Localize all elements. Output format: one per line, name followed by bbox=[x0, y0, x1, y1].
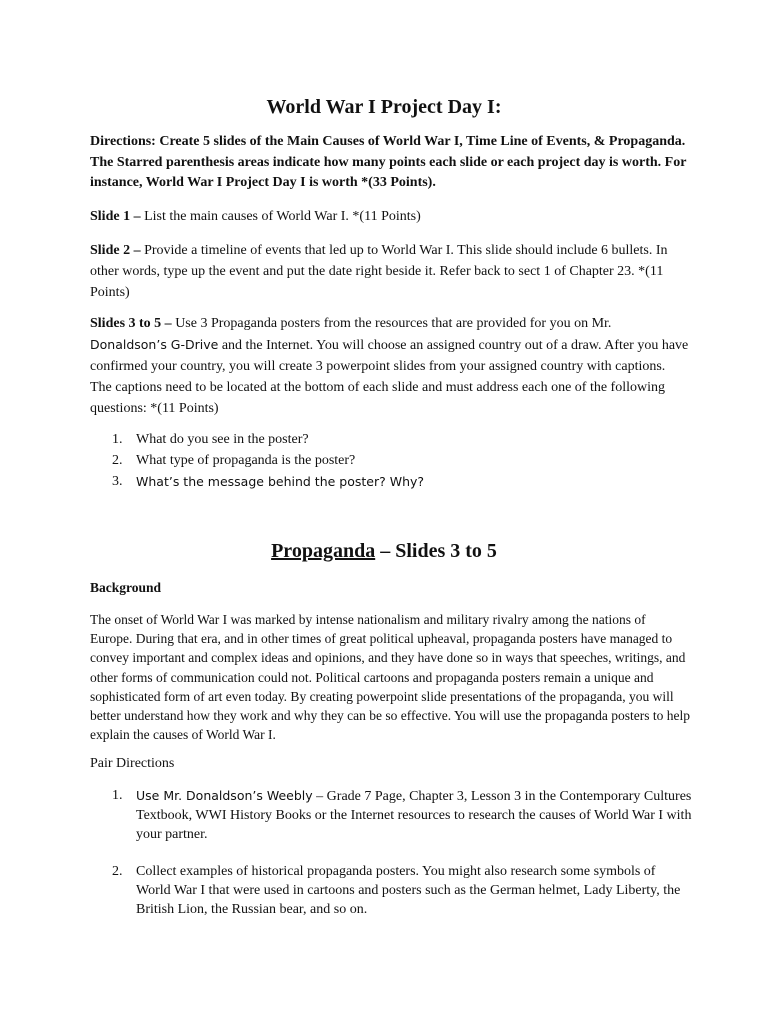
list-text: Collect examples of historical propaganda posters. You might also research some symbols of World War I that were used in cartoons and posters such as the German helmet, Lady Liberty, the British Lion, the Russian bear, and so on. bbox=[136, 864, 681, 918]
directions-paragraph: Directions: Create 5 slides of the Main Causes of World War I, Time Line of Events, & Propaganda. The Starred parenthesis areas indicate how many points each slide or each project day is worth. For instance, World War I Project Day I is worth *(33 Points). bbox=[90, 134, 687, 190]
section-title-underlined: Propaganda bbox=[271, 540, 376, 562]
slide2-paragraph bbox=[90, 240, 690, 303]
list-number: 2. bbox=[112, 453, 123, 468]
weebly-reference: Use Mr. Donaldson’s Weebly bbox=[136, 788, 313, 803]
questions-list bbox=[112, 429, 672, 492]
slides3to5-gdrive: Donaldson’s G-Drive bbox=[90, 337, 219, 352]
list-text: What do you see in the poster? bbox=[136, 432, 309, 447]
list-item bbox=[112, 862, 692, 920]
list-text: What’s the message behind the poster? Why? bbox=[136, 474, 425, 489]
section-title bbox=[0, 537, 768, 565]
page-title: World War I Project Day I: bbox=[266, 96, 502, 118]
list-item bbox=[112, 786, 692, 845]
background-heading: Background bbox=[90, 580, 162, 595]
slide1-paragraph bbox=[90, 207, 690, 228]
slide2-label: Slide 2 – bbox=[90, 243, 145, 258]
slides3to5-text-a: Use 3 Propaganda posters from the resources that are provided for you on Mr. bbox=[175, 316, 612, 331]
slide2-text: Provide a timeline of events that led up to World War I. This slide should include 6 bullets. In other words, type up the event and put the date right beside it. Refer back to sect 1 of Chapter 23. *(11 Points) bbox=[90, 243, 668, 300]
list-number: 3. bbox=[112, 474, 123, 489]
slides3to5-text-c: and the Internet. You will choose an assigned country out of a draw. After you have confirmed your country, you will create 3 powerpoint slides from your assigned country with captions. The captions need to be located at the bottom of each slide and must address each one of the following questions: *(11 Points) bbox=[90, 338, 689, 416]
list-number: 1. bbox=[112, 432, 123, 447]
slides3to5-paragraph bbox=[90, 313, 690, 419]
slides3to5-label: Slides 3 to 5 – bbox=[90, 316, 176, 331]
list-text-body: – Grade 7 Page, Chapter 3, Lesson 3 in the Contemporary Cultures Textbook, WWI History Books or the Internet resources to research the causes of World War I with your partner. bbox=[136, 789, 692, 843]
list-number: 2. bbox=[112, 864, 123, 879]
list-text bbox=[136, 786, 692, 845]
pair-directions-heading: Pair Directions bbox=[90, 756, 175, 771]
list-item bbox=[112, 471, 672, 492]
list-number: 1. bbox=[112, 788, 123, 803]
list-text: What type of propaganda is the poster? bbox=[136, 453, 356, 468]
background-paragraph: The onset of World War I was marked by intense nationalism and military rivalry among the nations of Europe. During that era, and in other times of great political upheaval, propaganda posters have managed to convey important and complex ideas and opinions, and they have done so in ways that speeches, writings, and other forms of communication could not. Political cartoons and propaganda posters remain a unique and sophisticated form of art even today. By creating powerpoint slide presentations of the propaganda, you will better understand how they work and why they can be so effective. You will use the propaganda posters to help explain the causes of World War I. bbox=[90, 612, 690, 743]
list-item bbox=[112, 429, 672, 450]
slide1-text: List the main causes of World War I. *(11 Points) bbox=[144, 209, 421, 224]
slide1-label: Slide 1 – bbox=[90, 209, 145, 224]
list-item bbox=[112, 450, 672, 471]
section-title-rest: – Slides 3 to 5 bbox=[375, 540, 497, 562]
